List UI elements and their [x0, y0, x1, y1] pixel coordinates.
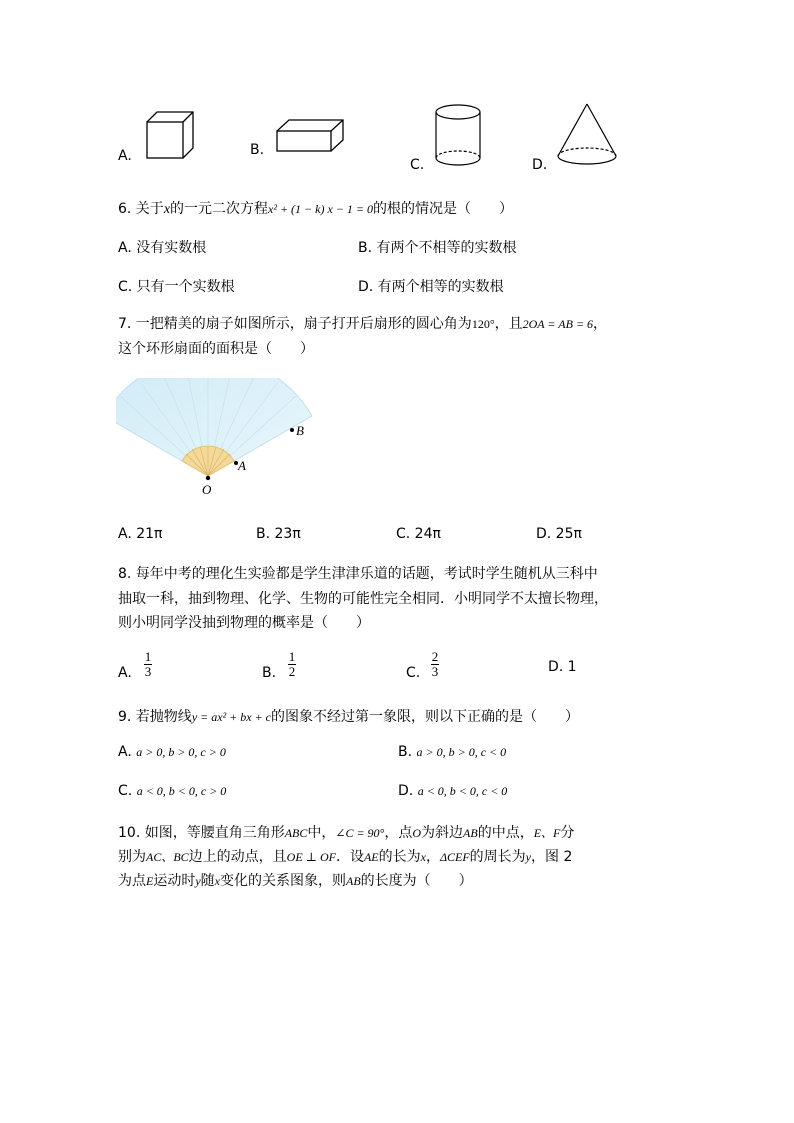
question-6-stem: 6. 关于x的一元二次方程x² + (1 − k) x − 1 = 0的根的情况是（ ） [118, 201, 513, 217]
cuboid-figure [272, 115, 350, 157]
q7-option-a: A. 21π [118, 526, 163, 542]
q7-option-d: D. 25π [536, 526, 582, 542]
q8-option-b-label: B. [262, 665, 277, 681]
cylinder-figure [430, 100, 486, 172]
question-10-stem-line1: 10. 如图，等腰直角三角形ABC中，∠C = 90°，点O为斜边AB的中点，E、F分 [118, 825, 575, 841]
question-7-stem-line2: 这个环形扇面的面积是（ ） [118, 341, 314, 357]
q6-option-d: D. 有两个相等的实数根 [358, 279, 504, 295]
q8-option-c-fraction: 2 3 [431, 649, 439, 679]
q9-option-d: D. a < 0, b < 0, c < 0 [398, 783, 508, 799]
fan-label-a: A [238, 458, 246, 473]
cube-figure [142, 108, 198, 164]
fan-label-o: O [202, 482, 212, 497]
q8-option-a-label: A. [118, 665, 132, 681]
q8-option-a-fraction: 1 3 [144, 649, 152, 679]
question-8-stem-line2: 抽取一科，抽到物理、化学、生物的可能性完全相同．小明同学不太擅长物理， [118, 591, 608, 607]
question-7-stem-line1: 7. 一把精美的扇子如图所示，扇子打开后扇形的圆心角为120°，且2OA = AB = 6， [118, 316, 608, 332]
question-8-stem-line3: 则小明同学没抽到物理的概率是（ ） [118, 615, 370, 631]
q7-option-c: C. 24π [396, 526, 441, 542]
question-9-stem: 9. 若抛物线y = ax² + bx + c的图象不经过第一象限，则以下正确的是（ ） [118, 709, 580, 725]
question-10-stem-line2: 别为AC、BC边上的动点，且OE ⊥ OF．设AE的长为x，ΔCEF的周长为y，图 2 [118, 849, 573, 865]
q8-option-b-fraction: 1 2 [288, 649, 296, 679]
q5-option-d-label: D. [532, 157, 548, 173]
q5-option-a-label: A. [118, 148, 132, 164]
q5-option-b-label: B. [250, 142, 265, 158]
q9-option-a: A. a > 0, b > 0, c > 0 [118, 744, 226, 760]
q6-option-b: B. 有两个不相等的实数根 [358, 240, 517, 256]
question-8-stem-line1: 8. 每年中考的理化生实验都是学生津津乐道的话题，考试时学生随机从三科中 [118, 566, 598, 582]
cone-figure [553, 100, 623, 170]
fan-figure [116, 378, 316, 500]
q6-option-c: C. 只有一个实数根 [118, 279, 235, 295]
q6-option-a: A. 没有实数根 [118, 240, 207, 256]
q9-option-b: B. a > 0, b > 0, c < 0 [398, 744, 507, 760]
q9-option-c: C. a < 0, b < 0, c > 0 [118, 783, 227, 799]
q8-option-c-label: C. [406, 665, 421, 681]
q8-option-d: D. 1 [548, 659, 577, 675]
q7-option-b: B. 23π [256, 526, 301, 542]
question-10-stem-line3: 为点E运动时y随x变化的关系图象，则AB的长度为（ ） [118, 873, 473, 889]
fan-label-b: B [296, 423, 304, 438]
q5-option-c-label: C. [410, 157, 425, 173]
